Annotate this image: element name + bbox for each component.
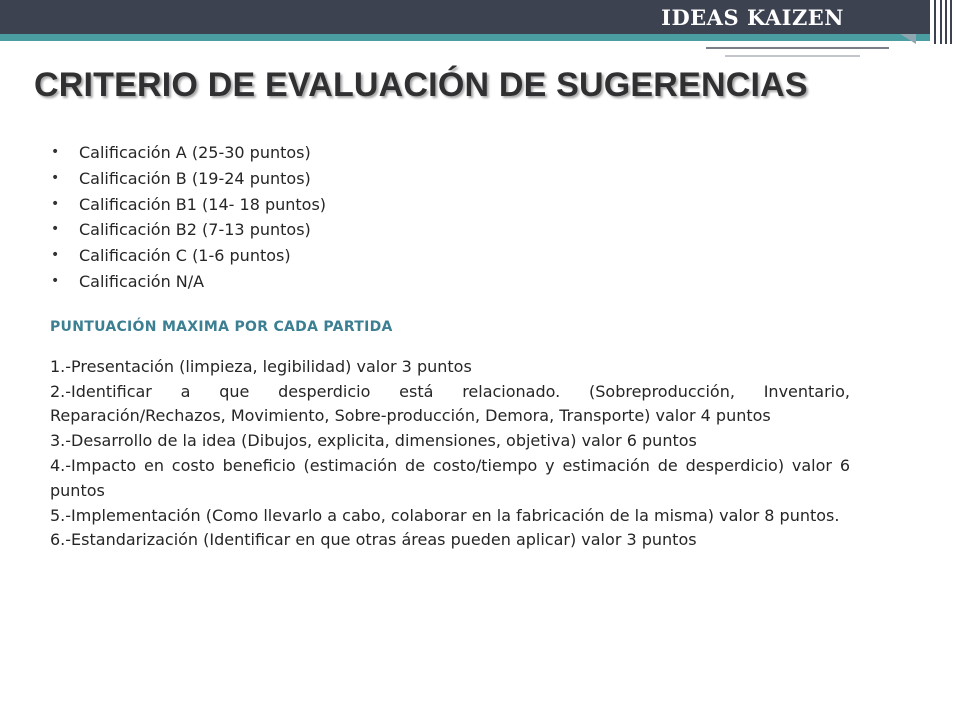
section-heading: PUNTUACIÓN MAXIMA POR CADA PARTIDA	[50, 318, 393, 335]
grade-list	[50, 140, 850, 295]
header-accent-line	[0, 34, 930, 41]
header-corner-ribbon	[900, 34, 916, 44]
list-item	[50, 140, 850, 166]
criteria-item: 5.-Implementación (Como llevarlo a cabo, colaborar en la fabricación de la misma) valor 8 puntos.	[50, 505, 840, 525]
bullet-icon: •	[51, 169, 60, 186]
bullet-icon: •	[51, 221, 60, 238]
list-item	[50, 269, 850, 295]
page-title: CRITERIO DE EVALUACIÓN DE SUGERENCIAS	[34, 66, 808, 104]
criteria-item: 2.-Identificar a que desperdicio está relacionado. (Sobreproducción, Inventario, Reparación/Rechazos, Movimiento, Sobre-producción, Demora, Transporte) valor 4 puntos	[50, 381, 850, 426]
slide-content	[50, 140, 850, 553]
list-item	[50, 217, 850, 243]
brand-label: IDEAS KAIZEN	[661, 5, 844, 30]
criteria-item: 4.-Impacto en costo beneficio (estimación de costo/tiempo y estimación de desperdicio) valor 6 puntos	[50, 455, 850, 500]
grade-label: Calificación B (19-24 puntos)	[79, 168, 311, 188]
bullet-icon: •	[51, 272, 60, 289]
criteria-item: 6.-Estandarización (Identificar en que otras áreas pueden aplicar) valor 3 puntos	[50, 530, 697, 550]
header-divider-line	[706, 47, 889, 49]
bullet-icon: •	[51, 144, 60, 160]
grade-label: Calificación B2 (7-13 puntos)	[79, 220, 311, 240]
grade-label: Calificación C (1-6 puntos)	[79, 246, 291, 266]
list-item	[50, 192, 850, 218]
criteria-item: 3.-Desarrollo de la idea (Dibujos, explicita, dimensiones, objetiva) valor 6 puntos	[50, 431, 697, 451]
criteria-list	[50, 355, 850, 553]
list-item	[50, 166, 850, 192]
grade-label: Calificación N/A	[79, 271, 205, 291]
list-item	[50, 243, 850, 269]
grade-label: Calificación B1 (14- 18 puntos)	[79, 194, 327, 214]
grade-label: Calificación A (25-30 puntos)	[79, 143, 311, 162]
bullet-icon: •	[51, 247, 60, 264]
header-right-stripes	[930, 0, 960, 44]
criteria-item: 1.-Presentación (limpieza, legibilidad) valor 3 puntos	[50, 356, 472, 376]
bullet-icon: •	[51, 195, 60, 212]
header-divider-line-secondary	[725, 55, 860, 57]
